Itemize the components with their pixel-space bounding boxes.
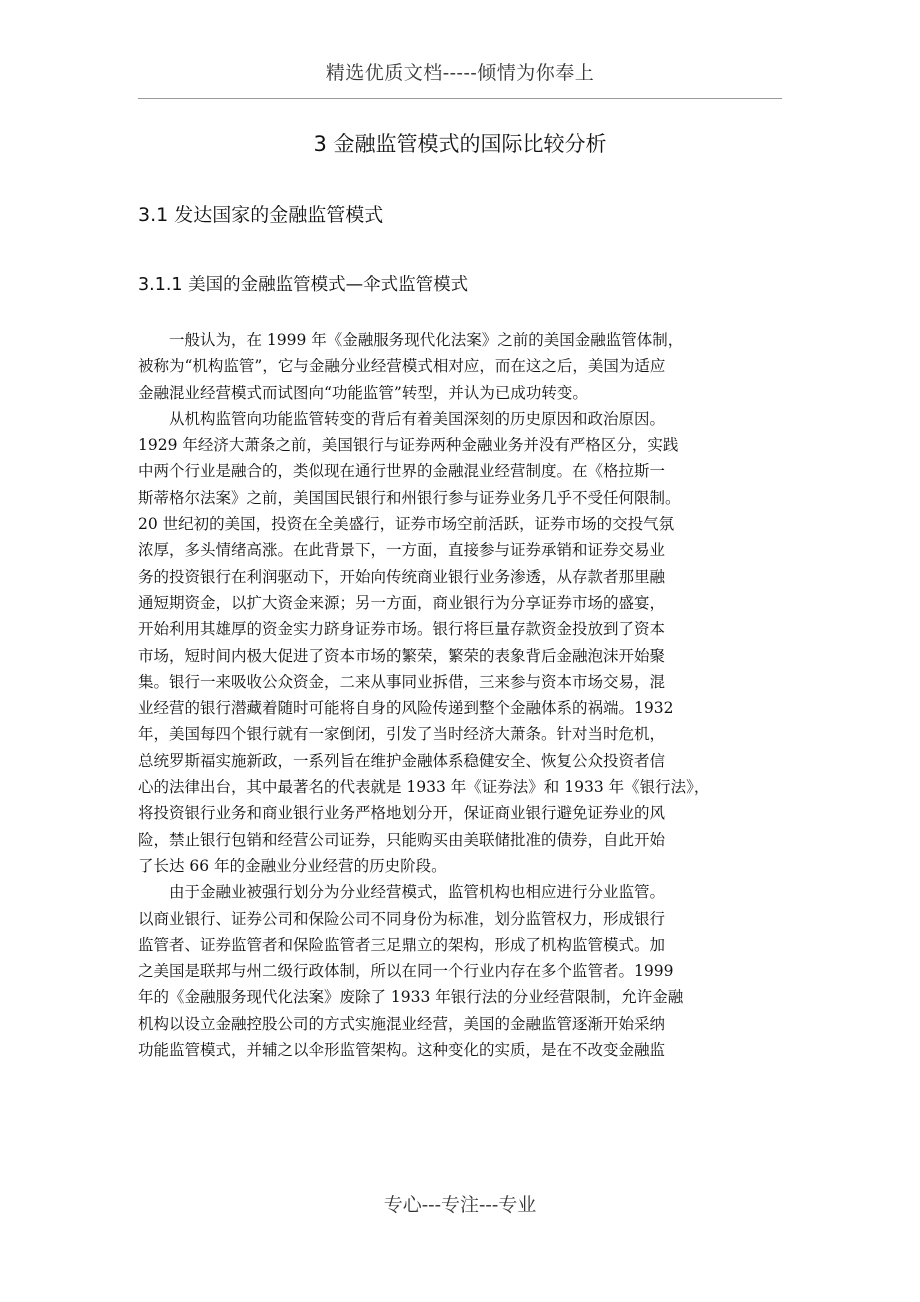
paragraph-line: 总统罗斯福实施新政，一系列旨在维护金融体系稳健安全、恢复公众投资者信 bbox=[138, 751, 666, 770]
paragraph-line: 从机构监管向功能监管转变的背后有着美国深刻的历史原因和政治原因。 bbox=[169, 409, 666, 428]
paragraph-line: 金融混业经营模式而试图向“功能监管”转型，并认为已成功转变。 bbox=[138, 383, 588, 402]
paragraph-line: 由于金融业被强行划分为分业经营模式，监管机构也相应进行分业监管。 bbox=[169, 883, 666, 902]
paragraph-line: 监管者、证券监管者和保险监管者三足鼎立的架构，形成了机构监管模式。加 bbox=[138, 935, 666, 954]
paragraph-line: 机构以设立金融控股公司的方式实施混业经营，美国的金融监管逐渐开始采纳 bbox=[138, 1014, 666, 1033]
paragraph-line: 年，美国每四个银行就有一家倒闭，引发了当时经济大萧条。针对当时危机， bbox=[138, 725, 666, 744]
paragraph-line: 市场，短时间内极大促进了资本市场的繁荣，繁荣的表象背后金融泡沫开始聚 bbox=[138, 646, 666, 665]
paragraph-line: 务的投资银行在利润驱动下，开始向传统商业银行业务渗透，从存款者那里融 bbox=[138, 567, 666, 586]
paragraph-line: 开始利用其雄厚的资金实力跻身证券市场。银行将巨量存款资金投放到了资本 bbox=[138, 620, 666, 639]
paragraph-line: 通短期资金，以扩大资金来源；另一方面，商业银行为分享证券市场的盛宴， bbox=[138, 593, 666, 612]
paragraph-line: 险，禁止银行包销和经营公司证券，只能购买由美联储批准的债券，自此开始 bbox=[138, 830, 666, 849]
paragraph-line: 20 世纪初的美国，投资在全美盛行，证券市场空前活跃，证券市场的交投气氛 bbox=[138, 515, 675, 534]
paragraph-line: 功能监管模式，并辅之以伞形监管架构。这种变化的实质，是在不改变金融监 bbox=[138, 1041, 666, 1060]
paragraph-line: 一般认为，在 1999 年《金融服务现代化法案》之前的美国金融监管体制， bbox=[169, 331, 684, 349]
paragraph-line: 斯蒂格尔法案》之前，美国国民银行和州银行参与证券业务几乎不受任何限制。 bbox=[138, 488, 681, 507]
document-title: 3 金融监管模式的国际比较分析 bbox=[313, 132, 607, 156]
page-header: 精选优质文档-----倾情为你奉上 bbox=[325, 62, 595, 84]
paragraph-line: 心的法律出台，其中最著名的代表就是 1933 年《证券法》和 1933 年《银行法》， bbox=[138, 778, 710, 797]
paragraph-line: 中两个行业是融合的，类似现在通行世界的金融混业经营制度。在《格拉斯一 bbox=[138, 462, 666, 481]
paragraph-line: 了长达 66 年的金融业分业经营的历史阶段。 bbox=[138, 856, 447, 875]
paragraph-line: 浓厚，多头情绪高涨。在此背景下，一方面，直接参与证券承销和证券交易业 bbox=[138, 541, 666, 560]
paragraph-line: 之美国是联邦与州二级行政体制，所以在同一个行业内存在多个监管者。1999 bbox=[138, 962, 674, 981]
paragraph-line: 被称为“机构监管”，它与金融分业经营模式相对应，而在这之后，美国为适应 bbox=[138, 357, 666, 376]
header-divider bbox=[138, 98, 782, 99]
section-heading: 3.1 发达国家的金融监管模式 bbox=[138, 204, 384, 226]
page-footer: 专心---专注---专业 bbox=[383, 1194, 537, 1216]
paragraph-line: 年的《金融服务现代化法案》废除了 1933 年银行法的分业经营限制，允许金融 bbox=[138, 988, 684, 1007]
body-text bbox=[138, 327, 784, 1063]
paragraph-line: 1929 年经济大萧条之前，美国银行与证券两种金融业务并没有严格区分，实践 bbox=[138, 436, 679, 455]
paragraph-line: 将投资银行业务和商业银行业务严格地划分开，保证商业银行避免证券业的风 bbox=[138, 804, 666, 823]
paragraph-line: 以商业银行、证券公司和保险公司不同身份为标准，划分监管权力，形成银行 bbox=[138, 909, 666, 928]
subsection-heading: 3.1.1 美国的金融监管模式—伞式监管模式 bbox=[138, 275, 469, 295]
paragraph-line: 集。银行一来吸收公众资金，二来从事同业拆借，三来参与资本市场交易，混 bbox=[138, 672, 666, 691]
paragraph-line: 业经营的银行潜藏着随时可能将自身的风险传递到整个金融体系的祸端。1932 bbox=[138, 699, 674, 718]
